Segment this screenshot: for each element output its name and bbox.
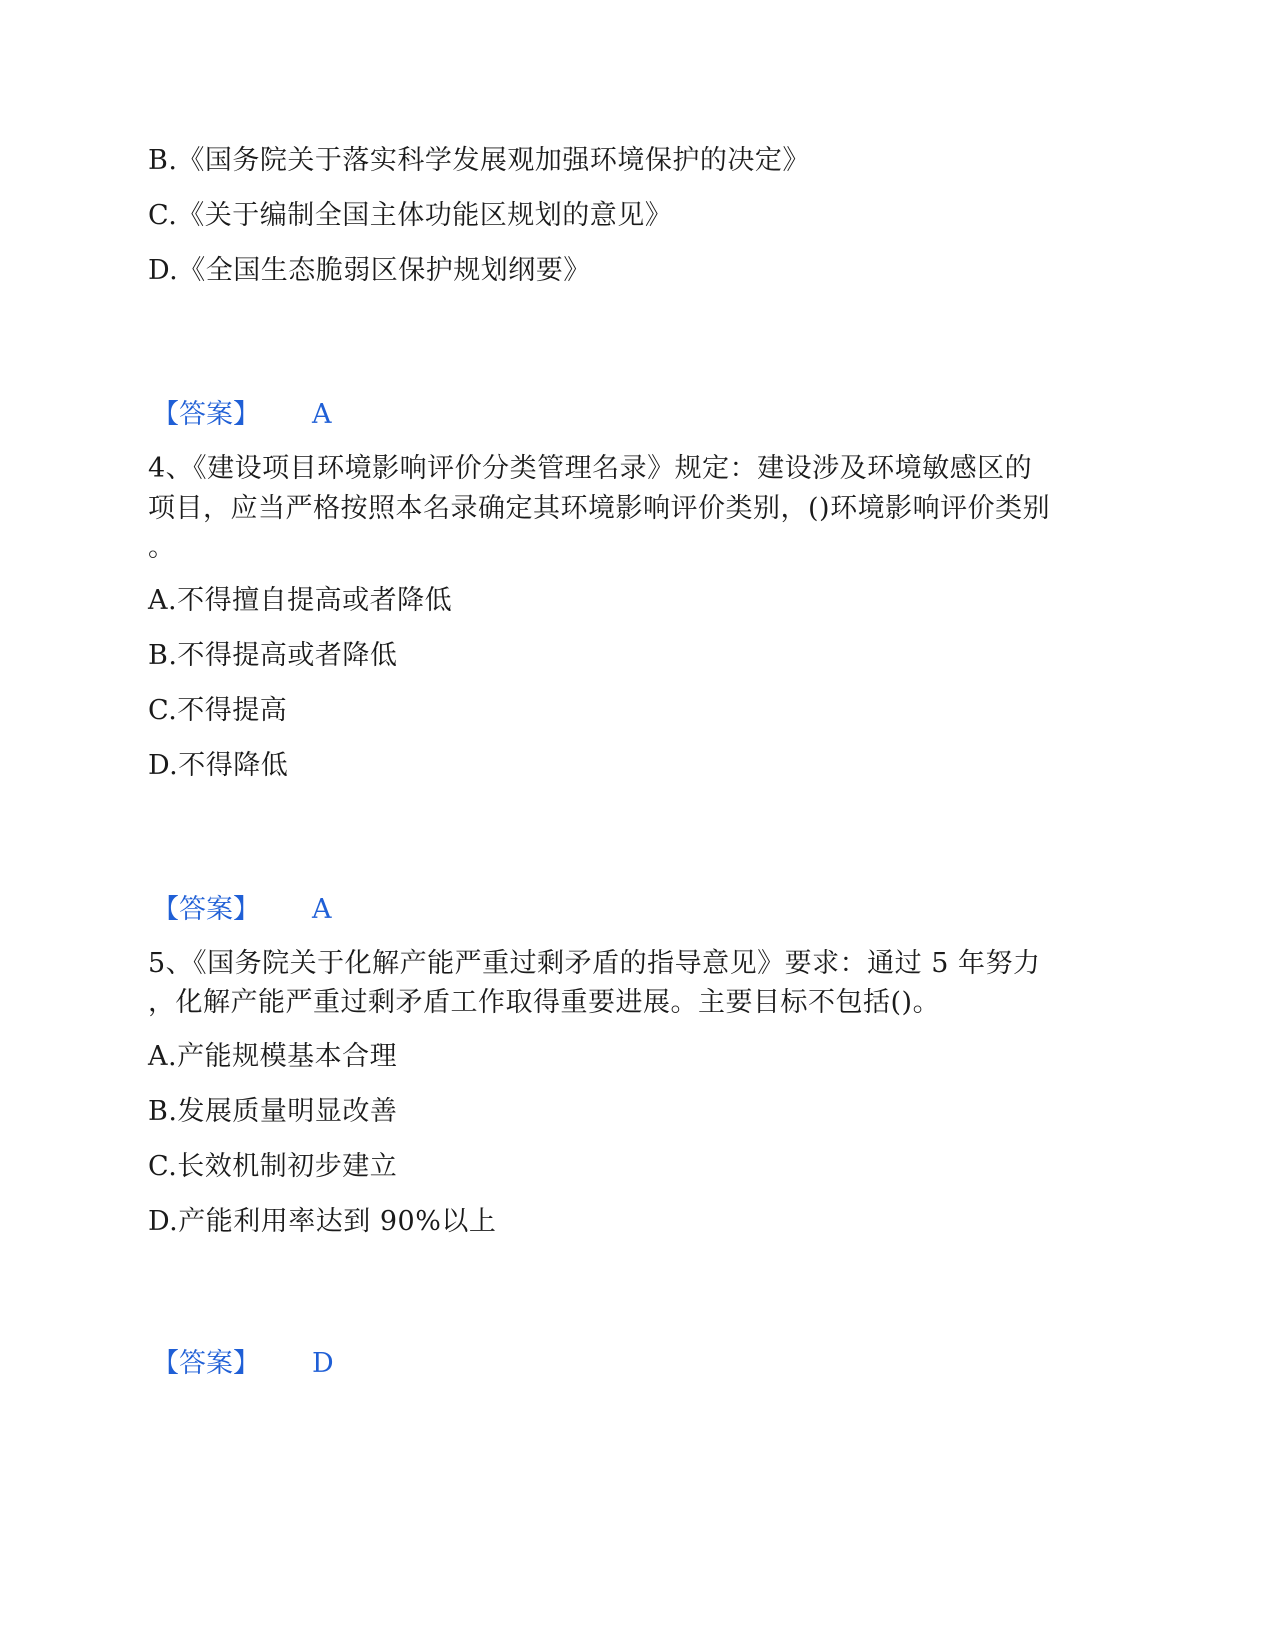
q4-option-a: A.不得擅自提高或者降低 <box>148 585 453 616</box>
q5-option-c: C.长效机制初步建立 <box>148 1151 398 1182</box>
answer-label: 【答案】 <box>152 894 260 925</box>
answer-label: 【答案】 <box>152 399 260 430</box>
q4-option-c: C.不得提高 <box>148 695 288 726</box>
q3-option-b: B.《国务院关于落实科学发展观加强环境保护的决定》 <box>148 145 810 176</box>
answer-label: 【答案】 <box>152 1348 260 1379</box>
q5-option-d: D.产能利用率达到 90%以上 <box>148 1206 497 1237</box>
q4-stem-line-2: 项目，应当严格按照本名录确定其环境影响评价类别，()环境影响评价类别 <box>148 493 1051 524</box>
q5-option-a: A.产能规模基本合理 <box>148 1041 398 1072</box>
q5-stem-line-2: ，化解产能严重过剩矛盾工作取得重要进展。主要目标不包括()。 <box>148 987 941 1018</box>
q3-answer <box>152 397 332 433</box>
q4-stem-line-3: 。 <box>148 532 176 563</box>
answer-value: A <box>312 399 332 430</box>
q4-stem-line-1: 4、《建设项目环境影响评价分类管理名录》规定：建设涉及环境敏感区的 <box>148 453 1033 484</box>
answer-value: A <box>312 894 332 925</box>
q5-stem-line-1: 5、《国务院关于化解产能严重过剩矛盾的指导意见》要求：通过 5 年努力 <box>148 948 1041 979</box>
answer-value: D <box>312 1348 334 1379</box>
q4-option-d: D.不得降低 <box>148 750 289 781</box>
q5-option-b: B.发展质量明显改善 <box>148 1096 398 1127</box>
q4-answer <box>152 892 332 928</box>
q3-option-d: D.《全国生态脆弱区保护规划纲要》 <box>148 255 591 286</box>
q3-option-c: C.《关于编制全国主体功能区规划的意见》 <box>148 200 673 231</box>
q5-answer <box>152 1346 334 1382</box>
q4-option-b: B.不得提高或者降低 <box>148 640 398 671</box>
